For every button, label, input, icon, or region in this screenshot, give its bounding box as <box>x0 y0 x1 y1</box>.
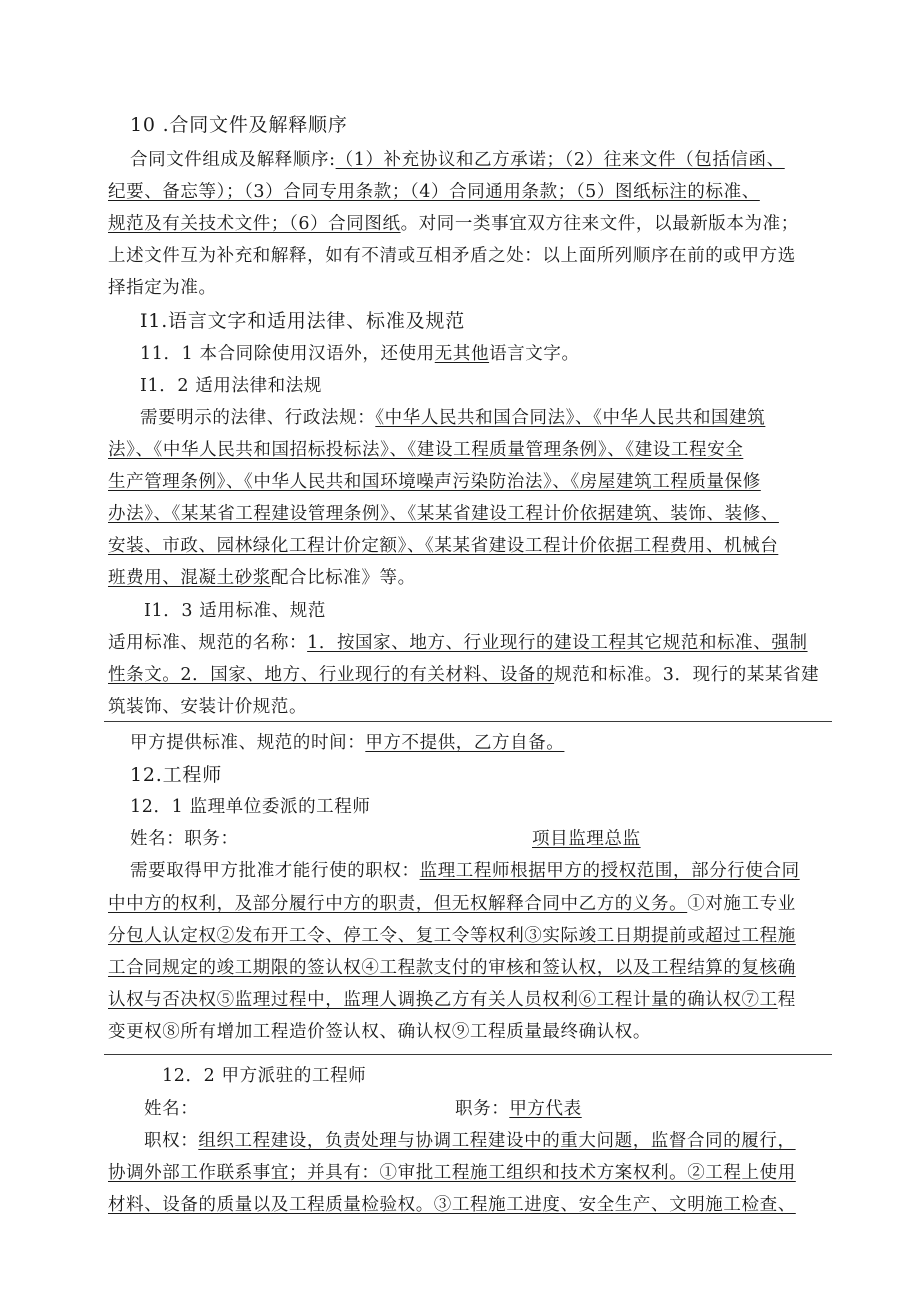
s10-line-4: 上述文件互为补充和解释，如有不清或互相矛盾之处：以上面所列顺序在前的或甲方选 <box>108 246 796 266</box>
s10-line-3: 规范及有关技术文件；（6）合同图纸。对同一类事宜双方往来文件，以最新版本为准； <box>108 214 799 234</box>
laws-line-2: 法》、《中华人民共和国招标投标法》、《建设工程质量管理条例》、《建设工程安全 <box>108 440 744 460</box>
laws-line-5: 安装、市政、园林绿化工程计价定额》、《某某省建设工程计价依据工程费用、机械台 <box>108 536 779 556</box>
auth-line-6: 变更权⑧所有增加工程造价签认权、确认权⑨工程质量最终确认权。 <box>108 1022 651 1042</box>
s11-1: 11．1 本合同除使用汉语外，还使用无其他语言文字。 <box>140 344 580 364</box>
section-11-heading: I1.语言文字和适用法律、标准及规范 <box>140 310 466 332</box>
power-line-2: 协调外部工作联系事宜；并具有：①审批工程施工组织和技术方案权利。②工程上使用 <box>108 1163 796 1183</box>
power-line-3: 材料、设备的质量以及工程质量检验权。③工程施工进度、安全生产、文明施工检查、 <box>108 1195 796 1215</box>
rep-name-label: 姓名： <box>144 1099 199 1119</box>
laws-line-4: 办法》、《某某省工程建设管理条例》、《某某省建设工程计价依据建筑、装饰、装修、 <box>108 504 779 524</box>
section-10-heading: 10 .合同文件及解释顺序 <box>130 114 348 136</box>
std-line-2: 性条文。2．国家、地方、行业现行的有关材料、设备的规范和标准。3．现行的某某省建 <box>108 665 820 685</box>
laws-line-3: 生产管理条例》、《中华人民共和国环境噪声污染防治法》、《房屋建筑工程质量保修 <box>108 472 761 492</box>
s11-2-heading: I1．2 适用法律和法规 <box>140 376 322 396</box>
rep-post: 职务：甲方代表 <box>455 1099 582 1119</box>
auth-line-2: 中中方的权利，及部分履行中方的职责，但无权解释合同中乙方的义务。①对施工专业 <box>108 894 796 914</box>
std-line-1: 适用标准、规范的名称：1．按国家、地方、行业现行的建设工程其它规范和标准、强制 <box>108 633 808 653</box>
section-12-heading: 12.工程师 <box>130 764 223 786</box>
engineer-name-label: 姓名：职务： <box>130 829 239 849</box>
auth-line-4: 工合同规定的竣工期限的签认权④工程款支付的审核和签认权，以及工程结算的复核确 <box>108 958 796 978</box>
s12-1-heading: 12．1 监理单位委派的工程师 <box>130 797 371 817</box>
auth-line-5: 认权与否决权⑤监理过程中，监理人调换乙方有关人员权利⑥工程计量的确认权⑦工程 <box>108 990 796 1010</box>
laws-line-1: 需要明示的法律、行政法规：《中华人民共和国合同法》、《中华人民共和国建筑 <box>140 408 766 428</box>
auth-line-3: 分包人认定权②发布开工令、停工令、复工令等权利③实际竣工日期提前或超过工程施 <box>108 926 796 946</box>
s12-2-heading: 12．2 甲方派驻的工程师 <box>162 1066 367 1086</box>
s10-line-5: 择指定为准。 <box>108 278 217 298</box>
s10-line-2: 纪要、备忘等）；（3）合同专用条款；（4）合同通用条款；（5）图纸标注的标准、 <box>108 182 760 202</box>
horizontal-rule <box>104 721 832 722</box>
engineer-position: 项目监理总监 <box>532 829 641 849</box>
laws-line-6: 班费用、混凝土砂浆配合比标准》等。 <box>108 568 416 588</box>
std-line-3: 筑装饰、安装计价规范。 <box>108 697 308 717</box>
s10-line-1: 合同文件组成及解释顺序:（1）补充协议和乙方承诺；（2）往来文件（包括信函、 <box>130 150 785 170</box>
s11-3-heading: I1．3 适用标准、规范 <box>144 601 326 621</box>
auth-line-1: 需要取得甲方批准才能行使的职权：监理工程师根据甲方的授权范围，部分行使合同 <box>130 861 800 881</box>
horizontal-rule <box>104 1054 832 1055</box>
provide-line: 甲方提供标准、规范的时间：甲方不提供，乙方自备。 <box>130 733 565 753</box>
power-line-1: 职权：组织工程建设，负责处理与协调工程建设中的重大问题，监督合同的履行， <box>144 1131 796 1151</box>
